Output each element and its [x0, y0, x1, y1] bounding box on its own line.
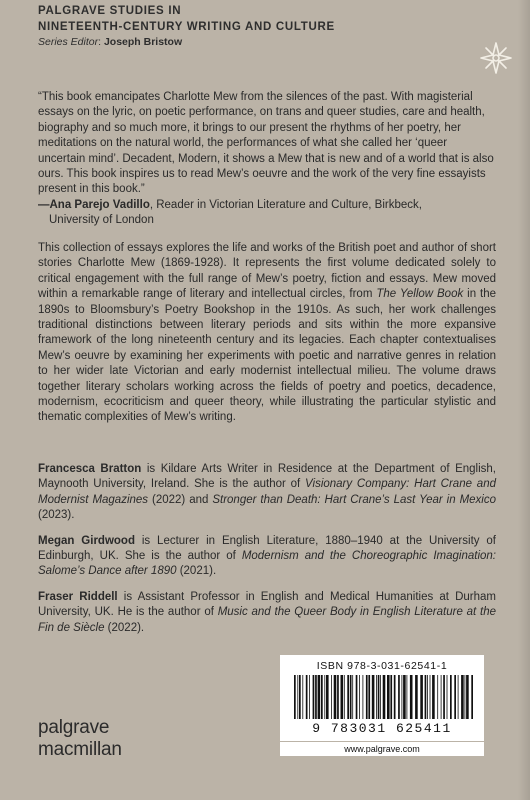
- bio-francesca-bratton: [38, 462, 496, 524]
- bio-text: (2022) and: [148, 493, 213, 506]
- publisher-line-2: macmillan: [38, 739, 122, 760]
- bio-megan-girdwood: [38, 534, 496, 580]
- barcode-bars: [294, 675, 474, 719]
- bio-book-title: Visionary Company: Hart Crane and Modernist Magazines: [38, 478, 496, 506]
- quote-author: —Ana Parejo Vadillo: [38, 198, 150, 211]
- series-editor: Series Editor: Joseph Bristow: [38, 36, 183, 48]
- bio-fraser-riddell: [38, 590, 496, 636]
- endorsement-quote: [38, 90, 496, 229]
- bio-book-title: Modernism and the Choreographic Imagination: Salome’s Dance after 1890: [38, 550, 496, 578]
- bio-text: (2021).: [176, 565, 217, 578]
- quote-affiliation-1: , Reader in Victorian Literature and Culture, Birkbeck,: [149, 198, 422, 211]
- barcode-digits: 9 783031 625411: [312, 721, 452, 736]
- bio-text: (2022).: [104, 621, 145, 634]
- editor-bios: [38, 462, 496, 646]
- series-editor-name: Joseph Bristow: [103, 36, 183, 48]
- bio-book-title: Music and the Queer Body in English Literature at the Fin de Siècle: [38, 606, 496, 634]
- description-paragraph: [38, 241, 496, 426]
- publisher-line-1: palgrave: [38, 717, 110, 738]
- series-title-line-2: NINETEENTH-CENTURY WRITING AND CULTURE: [38, 21, 335, 33]
- bio-name: Megan Girdwood: [38, 534, 135, 547]
- book-description: [38, 241, 496, 426]
- description-text-2: in the 1890s to Bloomsbury’s Poetry Bookshop in the 1910s. As such, her work challenges traditional distinctions between literary periods and sits within the more expansive framework of the long nineteenth century and its legacies. Each chapter contextualises Mew’s oeuvre by examining her experiments with poetic and narrative genres in relation to her wider late Victorian and early modernist intellectual milieu. The volume draws together literary scholars working across the fields of poetry and poetics, decadence, modernism, ecocriticism and queer theory, while illustrating the particular stylistic and thematic complexities of Mew’s writing.: [38, 288, 497, 424]
- palgrave-star-logo-icon: [478, 40, 514, 76]
- bio-text: is Lecturer in English Literature, 1880–1940 at the University of Edinburgh, UK. She is the author of: [38, 534, 496, 563]
- series-editor-role: Series Editor: [38, 36, 99, 48]
- isbn-barcode: [280, 655, 484, 741]
- description-text-1: This collection of essays explores the life and works of the British poet and author of short stories Charlotte Mew (1869-1928). It represents the first volume dedicated solely to critical engagement with the full range of Mew’s poetry, fiction and essays. Mew moved within a remarkable range of literary and intellectual circles, from: [38, 242, 496, 301]
- bio-book-title: Stronger than Death: Hart Crane’s Last Year in Mexico: [212, 493, 497, 506]
- spine-shadow: [518, 0, 530, 800]
- description-italic-title: The Yellow Book: [376, 288, 464, 301]
- bio-text: (2023).: [38, 509, 75, 522]
- publisher-website: www.palgrave.com: [280, 742, 484, 756]
- series-title-line-1: PALGRAVE STUDIES IN: [38, 5, 182, 17]
- isbn-number: ISBN 978-3-031-62541-1: [316, 660, 448, 672]
- bio-text: is Kildare Arts Writer in Residence at the Department of English, Maynooth University, Ireland. She is the author of: [38, 463, 497, 491]
- bio-text: is Assistant Professor in English and Medical Humanities at Durham University, UK. He is the author of: [38, 590, 496, 619]
- bio-name: Fraser Riddell: [38, 590, 118, 603]
- series-header: [38, 3, 458, 50]
- publisher-logo: [38, 717, 122, 761]
- quote-affiliation-2: University of London: [49, 214, 154, 227]
- quote-text: “This book emancipates Charlotte Mew from the silences of the past. With magisterial essays on the lyric, on poetic performance, on trans and queer studies, care and health, biography and so much more, it brings to our present the rhythms of her poetry, her meditations on the natural world, the performances of what she called her ‘queer uncertain mind’. Decadent, Modern, it shows a Mew that is new and of a world that is also ours. This book inspires us to read Mew’s oeuvre and the work of the very fine essayists present in this book.”: [38, 91, 494, 196]
- bio-name: Francesca Bratton: [38, 463, 142, 475]
- quote-attribution: [38, 198, 496, 229]
